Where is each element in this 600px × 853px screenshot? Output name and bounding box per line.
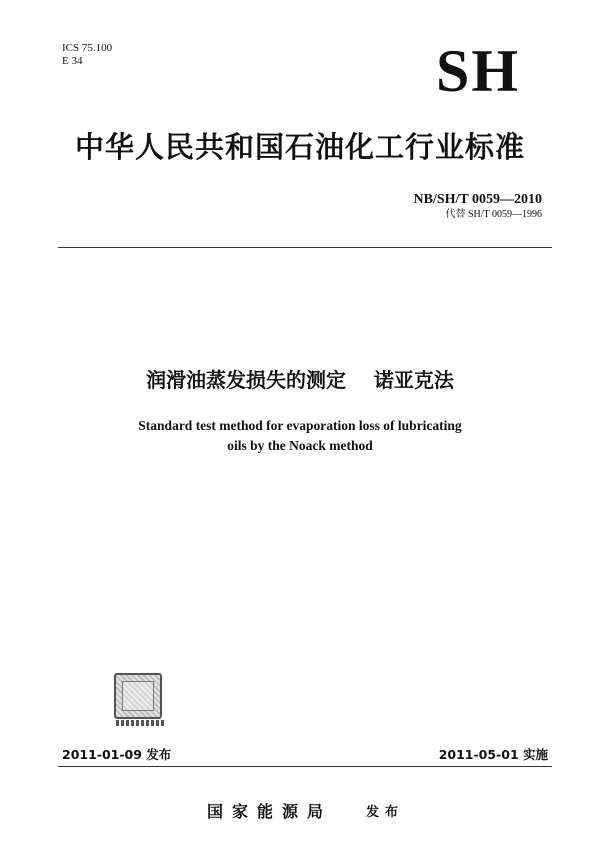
bottom-divider	[58, 766, 552, 767]
classification-code: E 34	[62, 55, 83, 67]
english-title-line-2: oils by the Noack method	[227, 438, 373, 453]
english-title-line-1: Standard test method for evaporation loss of lubricating	[138, 418, 462, 433]
chinese-title: 润滑油蒸发损失的测定 诺亚克法	[146, 368, 454, 392]
top-divider	[58, 247, 552, 248]
sh-logo: SH	[435, 38, 521, 104]
standard-body-title: 中华人民共和国石油化工行业标准	[74, 130, 525, 164]
ics-code: ICS 75.100	[62, 42, 113, 54]
implementation-date: 2011-05-01 实施	[438, 747, 548, 762]
stamp-caption-mark	[116, 720, 166, 726]
english-title	[50, 416, 550, 456]
issued-label: 发布	[366, 805, 405, 820]
library-stamp	[114, 673, 162, 719]
issuing-authority: 国家能源局	[207, 802, 333, 821]
standard-code: NB/SH/T 0059—2010	[413, 192, 542, 207]
issue-date: 2011-01-09 发布	[62, 747, 172, 762]
stamp-inner-border	[122, 681, 154, 711]
replaces-standard: 代替 SH/T 0059—1996	[445, 209, 542, 220]
